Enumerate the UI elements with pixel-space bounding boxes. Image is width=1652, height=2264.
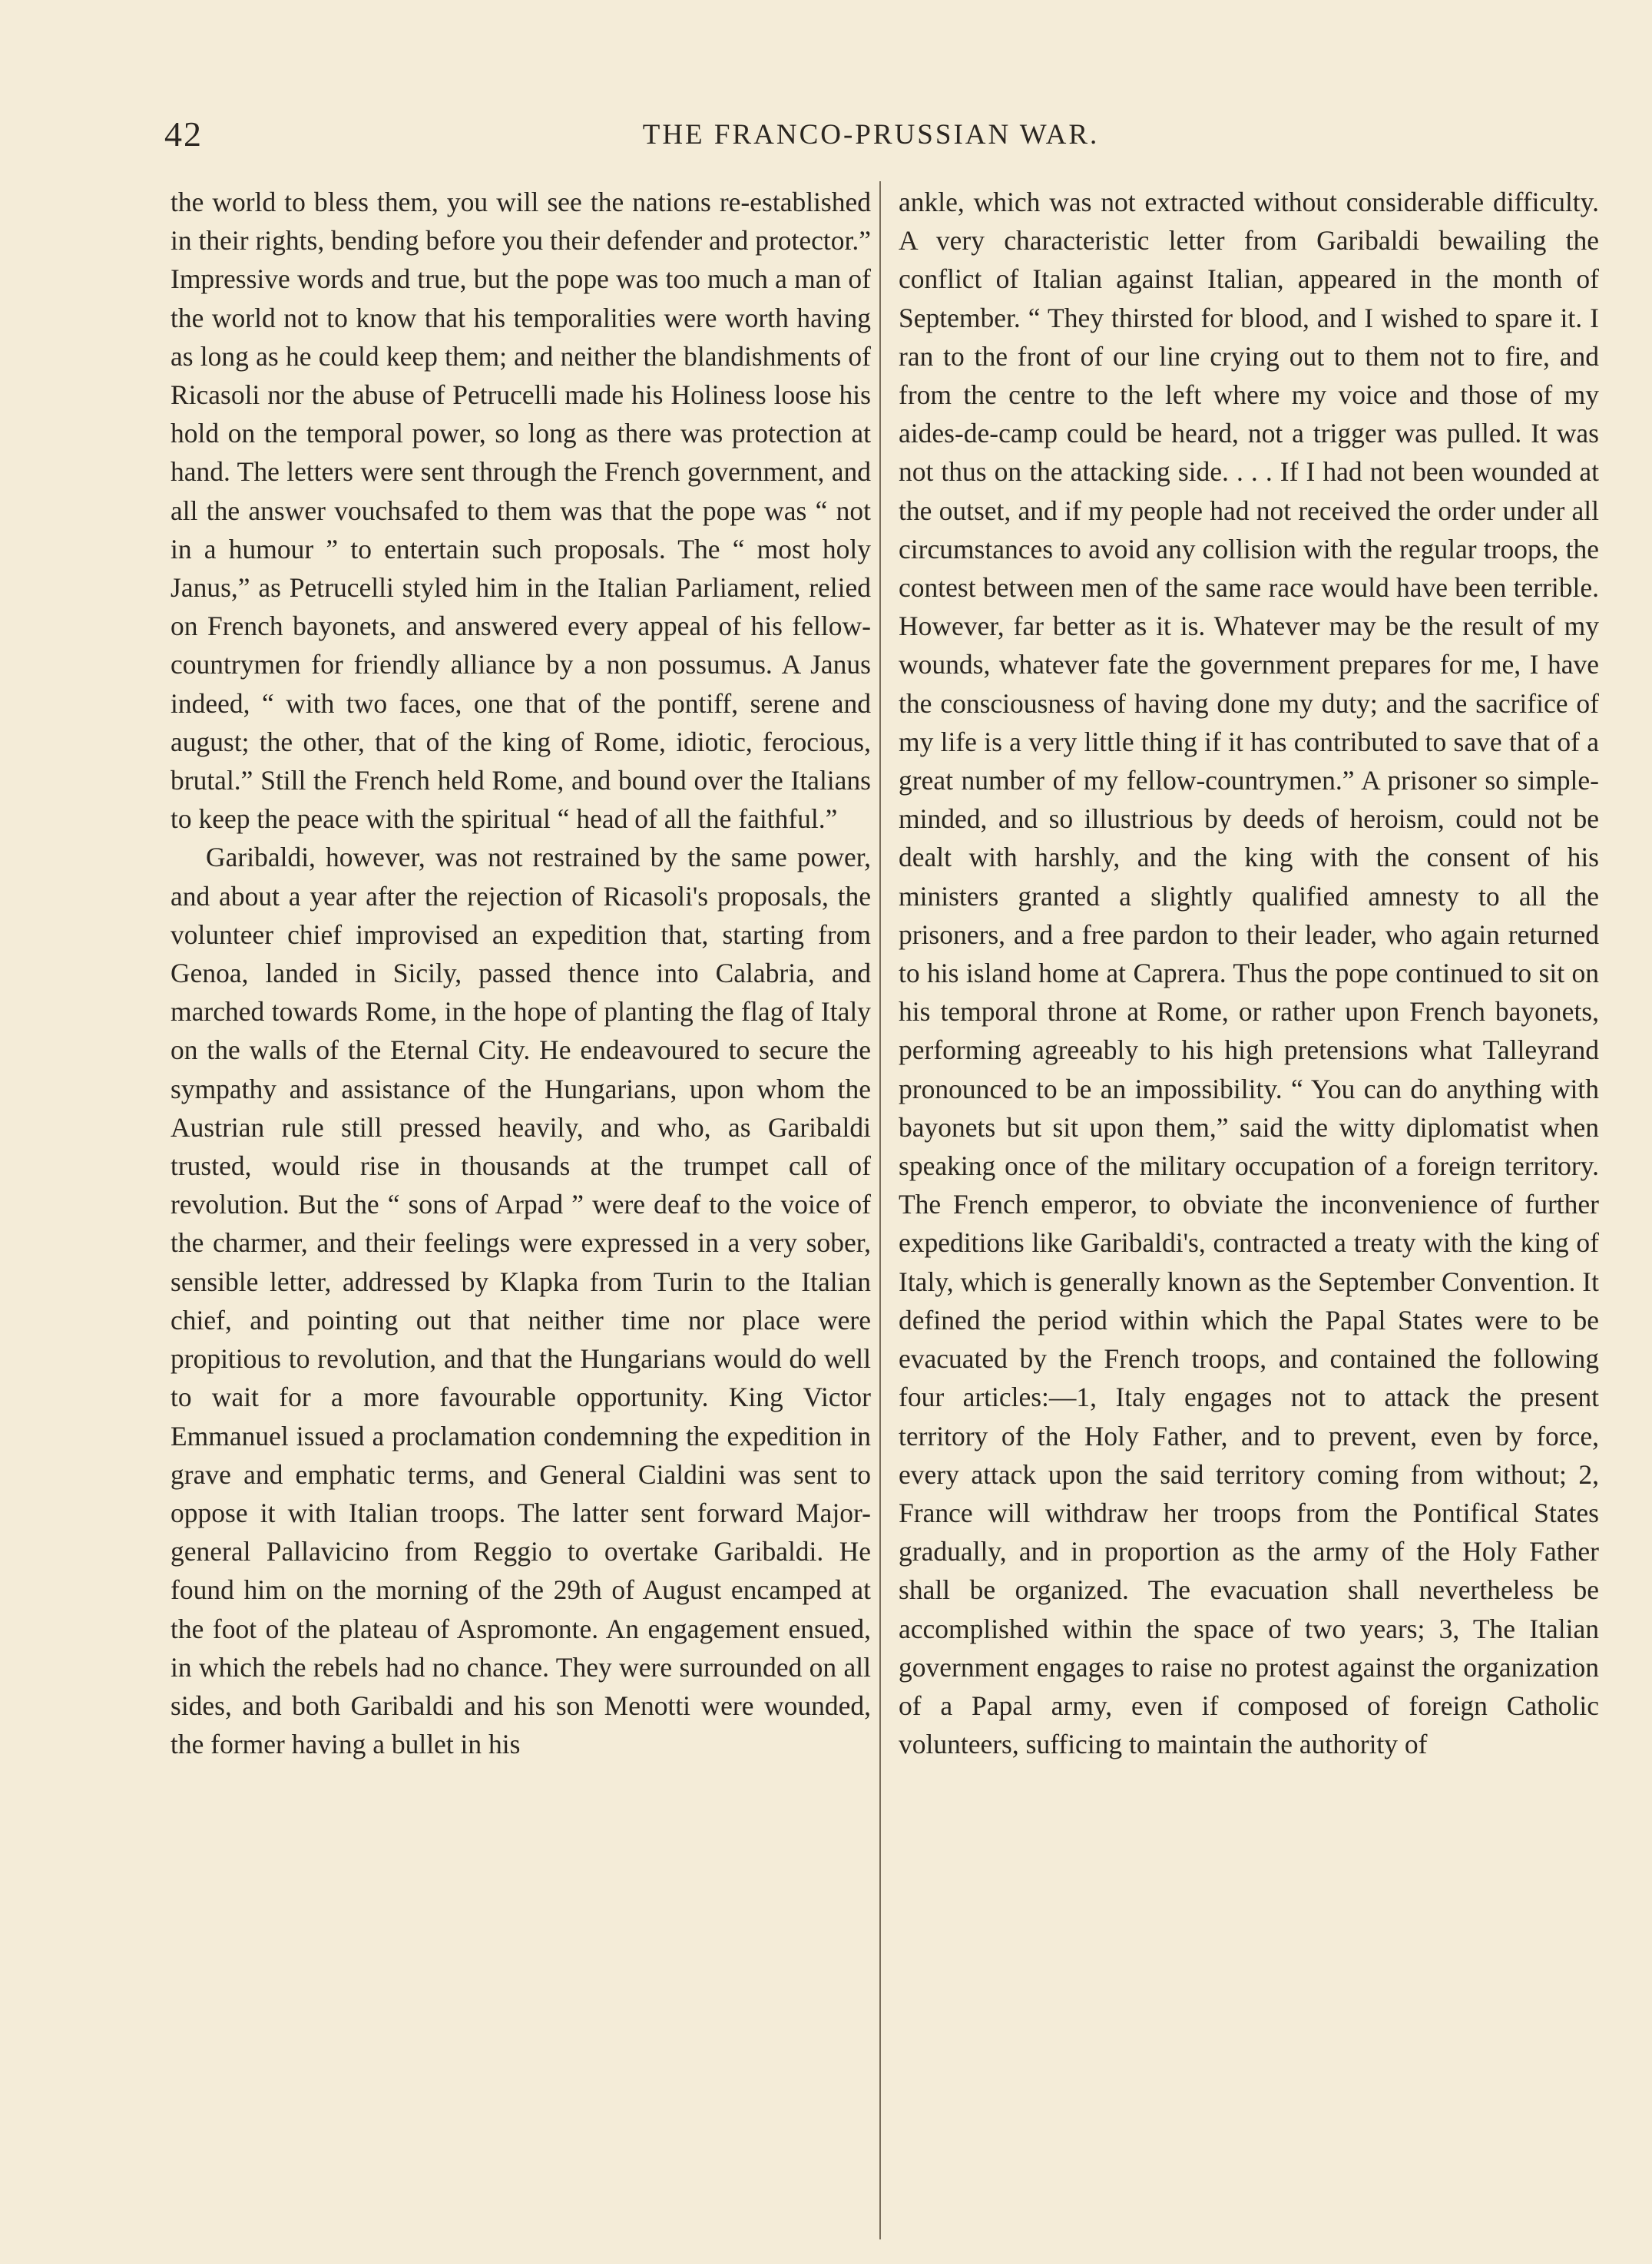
left-paragraph-1: the world to bless them, you will see the nations re-established in their rights, bending before you their defender and protector.” Impressive words and true, but the pope was too much a man of the world not to know that his temporalities were worth having as long as he could keep them; and neither the blandishments of Ricasoli nor the abuse of Petrucelli made his Holiness loose his hold on the temporal power, so long as there was protection at hand. The letters were sent through the French government, and all the answer vouchsafed to them was that the pope was “ not in a humour ” to entertain such proposals. The “ most holy Janus,” as Petrucelli styled him in the Italian Parliament, relied on French bayonets, and answered every appeal of his fellow-countrymen for friendly alliance by a non possumus. A Janus indeed, “ with two faces, one that of the pontiff, serene and august; the other, that of the king of Rome, idiotic, ferocious, brutal.” Still the French held Rome, and bound over the Italians to keep the peace with the spiritual “ head of all the faithful.” [170, 187, 871, 835]
page-header [164, 114, 1578, 160]
column-divider [879, 181, 881, 2239]
left-paragraph-2: Garibaldi, however, was not restrained by the same power, and about a year after the rejection of Ricasoli's proposals, the volunteer chief improvised an expedition that, starting from Genoa, landed in Sicily, passed thence into Calabria, and marched towards Rome, in the hope of planting the flag of Italy on the walls of the Eternal City. He endeavoured to secure the sympathy and assistance of the Hungarians, upon whom the Austrian rule still pressed heavily, and who, as Garibaldi trusted, would rise in thousands at the trumpet call of revolution. But the “ sons of Arpad ” were deaf to the voice of the charmer, and their feelings were expressed in a very sober, sensible letter, addressed by Klapka from Turin to the Italian chief, and pointing out that neither time nor place were propitious to revolution, and that the Hungarians would do well to wait for a more favourable opportunity. King Victor Emmanuel issued a proclamation condemning the expedition in grave and emphatic terms, and General Cialdini was sent to oppose it with Italian troops. The latter sent forward Major-general Pallavicino from Reggio to overtake Garibaldi. He found him on the morning of the 29th of August encamped at the foot of the plateau of Aspromonte. An engagement ensued, in which the rebels had no chance. They were surrounded on all sides, and both Garibaldi and his son Menotti were wounded, the former having a bullet in his [170, 842, 871, 1760]
page-number: 42 [164, 114, 203, 154]
right-column [899, 183, 1599, 1763]
running-title: THE FRANCO-PRUSSIAN WAR. [642, 119, 1100, 151]
right-paragraph-1: ankle, which was not extracted without considerable difficulty. A very characteristic letter from Garibaldi bewailing the conflict of Italian against Italian, appeared in the month of September. “ They thirsted for blood, and I wished to spare it. I ran to the front of our line crying out to them not to fire, and from the centre to the left where my voice and those of my aides-de-camp could be heard, not a trigger was pulled. It was not thus on the attacking side. . . . If I had not been wounded at the outset, and if my people had not received the order under all circumstances to avoid any collision with the regular troops, the contest between men of the same race would have been terrible. However, far better as it is. Whatever may be the result of my wounds, whatever fate the government prepares for me, I have the consciousness of having done my duty; and the sacrifice of my life is a very little thing if it has contributed to save that of a great number of my fellow-countrymen.” A prisoner so simple-minded, and so illustrious by deeds of heroism, could not be dealt with harshly, and the king with the consent of his ministers granted a slightly qualified amnesty to all the prisoners, and a free pardon to their leader, who again returned to his island home at Caprera. Thus the pope continued to sit on his temporal throne at Rome, or rather upon French bayonets, performing agreeably to his high pretensions what Talleyrand pronounced to be an impossibility. “ You can do anything with bayonets but sit upon them,” said the witty diplomatist when speaking once of the military occupation of a foreign territory. The French emperor, to obviate the inconvenience of further expeditions like Garibaldi's, contracted a treaty with the king of Italy, which is generally known as the September Convention. It defined the period within which the Papal States were to be evacuated by the French troops, and contained the following four articles:—1, Italy engages not to attack the present territory of the Holy Father, and to prevent, even by force, every attack upon the said territory coming from without; 2, France will withdraw her troops from the Pontifical States gradually, and in proportion as the army of the Holy Father shall be organized. The evacuation shall nevertheless be accomplished within the space of two years; 3, The Italian government engages to raise no protest against the organization of a Papal army, even if composed of foreign Catholic volunteers, sufficing to maintain the authority of [899, 187, 1599, 1760]
left-column [170, 183, 871, 1763]
